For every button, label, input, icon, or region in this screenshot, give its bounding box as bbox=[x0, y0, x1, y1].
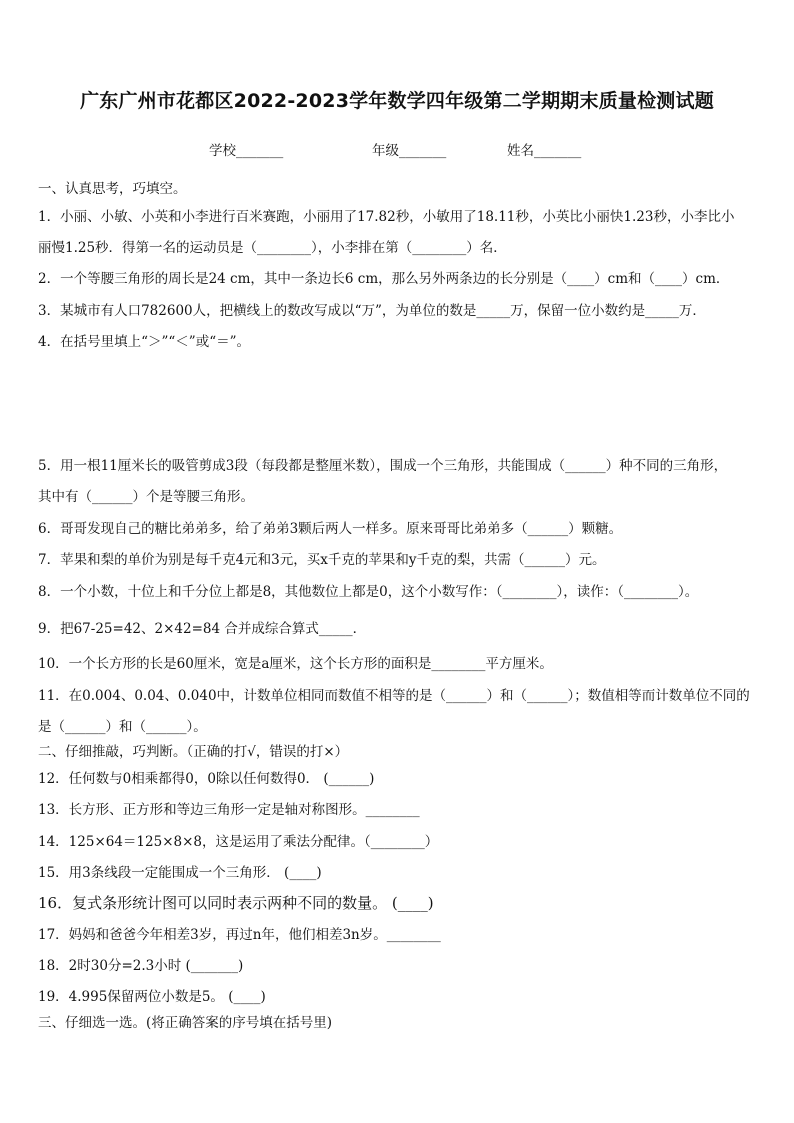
section-2-heading: 二、仔细推敲，巧判断。（正确的打√，错误的打×） bbox=[38, 744, 349, 760]
question-1-line-1: 1．小丽、小敏、小英和小李进行百米赛跑，小丽用了17.82秒，小敏用了18.11秒，小英比小丽快1.23秒，小李比小 bbox=[38, 209, 735, 225]
question-16: 16．复式条形统计图可以同时表示两种不同的数量。 (____) bbox=[38, 894, 434, 912]
question-5-line-2: 其中有（______）个是等腰三角形。 bbox=[38, 489, 254, 505]
question-18: 18．2时30分=2.3小时 (_______) bbox=[38, 958, 244, 974]
question-1-line-2: 丽慢1.25秒．得第一名的运动员是（________），小李排在第（________）名． bbox=[38, 240, 507, 256]
question-11-line-1: 11．在0.004、0.04、0.040中，计数单位相同而数值不相等的是（______）和（______）；数值相等而计数单位不同的 bbox=[38, 688, 750, 704]
question-2: 2．一个等腰三角形的周长是24 cm，其中一条边长6 cm，那么另外两条边的长分别是（____）cm和（____）cm． bbox=[38, 271, 730, 287]
question-3: 3．某城市有人口782600人，把横线上的数改写成以“万”，为单位的数是_____万，保留一位小数约是_____万． bbox=[38, 303, 706, 319]
question-13: 13．长方形、正方形和等边三角形一定是轴对称图形。________ bbox=[38, 802, 420, 818]
page-title: 广东广州市花都区2022-2023学年数学四年级第二学期期末质量检测试题 bbox=[80, 90, 714, 112]
question-9: 9．把67-25=42、2×42=84 合并成综合算式_____． bbox=[38, 621, 367, 637]
school-field: 学校_______ bbox=[209, 143, 284, 159]
question-17: 17．妈妈和爸爸今年相差3岁，再过n年，他们相差3n岁。________ bbox=[38, 927, 441, 943]
question-15: 15．用3条线段一定能围成一个三角形． (____) bbox=[38, 865, 322, 881]
question-14: 14．125×64＝125×8×8，这是运用了乘法分配律。（________） bbox=[38, 834, 439, 850]
name-field: 姓名_______ bbox=[507, 143, 582, 159]
question-6: 6．哥哥发现自己的糖比弟弟多，给了弟弟3颗后两人一样多。原来哥哥比弟弟多（______）颗糖。 bbox=[38, 521, 623, 537]
question-5-line-1: 5．用一根11厘米长的吸管剪成3段（每段都是整厘米数），围成一个三角形，共能围成（______）种不同的三角形， bbox=[38, 458, 728, 474]
question-11-line-2: 是（______）和（______）。 bbox=[38, 719, 207, 735]
question-19: 19．4.995保留两位小数是5。 (____) bbox=[38, 989, 266, 1005]
question-4: 4．在括号里填上“＞”“＜”或“＝”。 bbox=[38, 334, 250, 350]
question-8: 8．一个小数，十位上和千分位上都是8，其他数位上都是0，这个小数写作：（________），读作：（________）。 bbox=[38, 584, 699, 600]
question-12: 12．任何数与0相乘都得0，0除以任何数得0． (______) bbox=[38, 771, 375, 787]
grade-field: 年级_______ bbox=[372, 143, 447, 159]
question-10: 10．一个长方形的长是60厘米，宽是a厘米，这个长方形的面积是________平方厘米。 bbox=[38, 656, 553, 672]
section-3-heading: 三、仔细选一选。(将正确答案的序号填在括号里) bbox=[38, 1015, 333, 1031]
question-7: 7．苹果和梨的单价为别是每千克4元和3元，买x千克的苹果和y千克的梨，共需（______）元。 bbox=[38, 552, 606, 568]
section-1-heading: 一、认真思考，巧填空。 bbox=[38, 181, 187, 197]
